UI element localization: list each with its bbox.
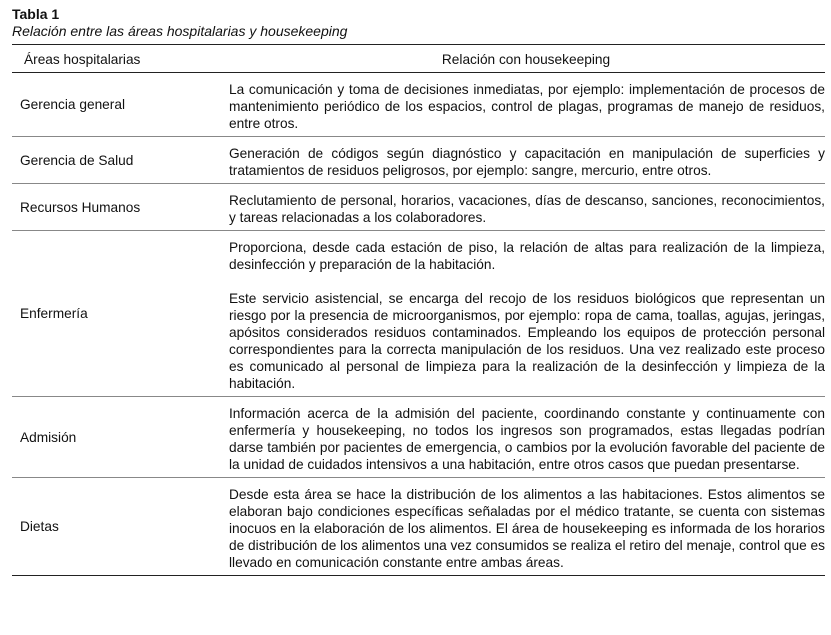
- table-row: [12, 137, 825, 184]
- relation-cell: [227, 184, 825, 231]
- table-row: [12, 478, 825, 576]
- relation-cell: [227, 137, 825, 184]
- document: [12, 6, 825, 576]
- table-row: [12, 184, 825, 231]
- header-area: Áreas hospitalarias: [12, 45, 227, 73]
- relation-paragraph: La comunicación y toma de decisiones inmediatas, por ejemplo: implementación de procesos de mantenimiento periódico de los espacios, control de plagas, programas de manejo de residuos, entre otros.: [229, 82, 825, 131]
- table-row: [12, 73, 825, 137]
- relation-paragraph: Información acerca de la admisión del paciente, coordinando constante y continuamente con enfermería y housekeeping, no todos los ingresos son programados, estas llegadas podrían darse también por pacientes de emergencia, o cambios por la evolución favorable del paciente de la unidad de cuidados intensivos a una habitación, entre otros casos que puedan presentarse.: [229, 406, 825, 472]
- relation-cell: [227, 397, 825, 478]
- area-cell: Gerencia general: [12, 73, 227, 137]
- relation-cell: [227, 478, 825, 576]
- header-relation: Relación con housekeeping: [227, 45, 825, 73]
- area-cell: Admisión: [12, 397, 227, 478]
- area-cell: Recursos Humanos: [12, 184, 227, 231]
- area-cell: Dietas: [12, 478, 227, 576]
- table-label: Tabla 1: [12, 6, 60, 22]
- relation-paragraph: Reclutamiento de personal, horarios, vacaciones, días de descanso, sanciones, reconocimientos, y tareas relacionadas a los colaboradores.: [229, 193, 825, 225]
- header-row: [12, 45, 825, 73]
- relation-paragraph: Proporciona, desde cada estación de piso, la relación de altas para realización de la limpieza, desinfección y preparación de la habitación.: [229, 240, 825, 272]
- table-row: [12, 231, 825, 397]
- relation-cell: [227, 231, 825, 397]
- table-caption: Relación entre las áreas hospitalarias y housekeeping: [12, 23, 348, 39]
- relation-paragraph: Generación de códigos según diagnóstico y capacitación en manipulación de superficies y tratamientos de residuos peligrosos, por ejemplo: sangre, mercurio, entre otros.: [229, 146, 825, 178]
- relation-table: [12, 44, 825, 576]
- relation-paragraph: Este servicio asistencial, se encarga del recojo de los residuos biológicos que representan un riesgo por la presencia de microorganismos, por ejemplo: ropa de cama, toallas, agujas, jeringas, apósitos considerados residuos contaminados. Empleando los equipos de protección personal correspondientes para la correcta manipulación de los residuos. Una vez realizado este proceso es comunicado al personal de limpieza para la realización de la desinfección y limpieza de la habitación.: [229, 291, 825, 391]
- area-cell: Gerencia de Salud: [12, 137, 227, 184]
- table-row: [12, 397, 825, 478]
- relation-paragraph: Desde esta área se hace la distribución de los alimentos a las habitaciones. Estos alimentos se elaboran bajo condiciones específicas señaladas por el médico tratante, se cuenta con sistemas inocuos en la elaboración de los alimentos. El área de housekeeping es informada de los horarios de distribución de los alimentos una vez consumidos se realiza el retiro del menaje, control que es llevado en comunicación constante entre ambas áreas.: [229, 487, 825, 570]
- relation-cell: [227, 73, 825, 137]
- area-cell: Enfermería: [12, 231, 227, 397]
